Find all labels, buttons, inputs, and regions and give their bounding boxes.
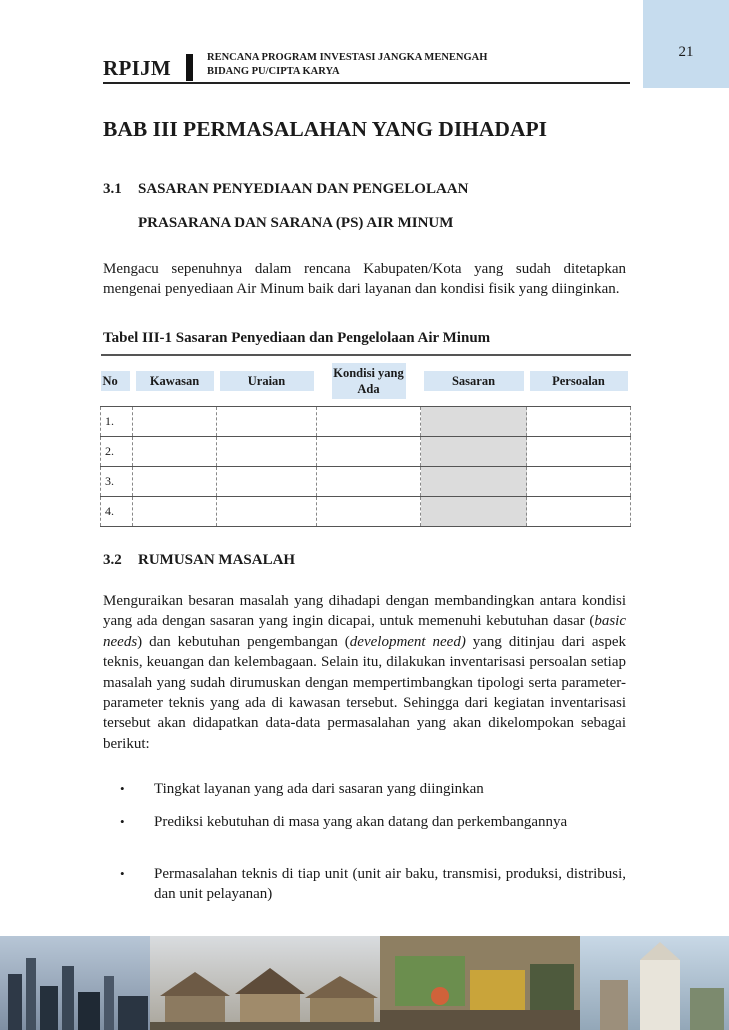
targets-table [100, 354, 631, 527]
bullet-icon: • [120, 866, 125, 881]
table-row [101, 407, 631, 437]
col-header-persoalan: Persoalan [527, 355, 631, 407]
cell-sasaran [421, 437, 527, 467]
page-number-tab [643, 0, 729, 88]
cell-kondisi [317, 497, 421, 527]
chapter-title: BAB III PERMASALAHAN YANG DIHADAPI [103, 117, 547, 141]
cell-kawasan [133, 467, 217, 497]
cell-kawasan [133, 437, 217, 467]
table-caption: Tabel III-1 Sasaran Penyediaan dan Pengelolaan Air Minum [103, 330, 491, 346]
row-number: 2. [101, 437, 133, 467]
row-number: 4. [101, 497, 133, 527]
col-header-kawasan: Kawasan [133, 355, 217, 407]
cell-sasaran [421, 467, 527, 497]
term-development-need: development need) [349, 633, 466, 650]
cell-kondisi [317, 407, 421, 437]
cell-persoalan [527, 497, 631, 527]
row-number: 3. [101, 467, 133, 497]
term-basic-needs: basic needs [103, 613, 626, 650]
row-number: 1. [101, 407, 133, 437]
header-program-title: RENCANA PROGRAM INVESTASI JANGKA MENENGAH [207, 52, 488, 63]
cell-persoalan [527, 407, 631, 437]
cell-uraian [217, 497, 317, 527]
cell-kondisi [317, 467, 421, 497]
header-rule [103, 82, 630, 84]
cell-sasaran [421, 407, 527, 437]
footer-photo-collage [0, 936, 729, 1030]
section-3-2-number: 3.2 [103, 552, 122, 568]
cell-persoalan [527, 467, 631, 497]
cell-uraian [217, 407, 317, 437]
table-row [101, 497, 631, 527]
section-3-1-number: 3.1 [103, 181, 122, 197]
cell-sasaran [421, 497, 527, 527]
targets-table-container [100, 354, 630, 527]
section-3-2-paragraph: Menguraikan besaran masalah yang dihadapi dengan membandingkan antara kondisi yang ada dengan sasaran yang ingin dicapai, untuk memenuhi kebutuhan dasar (basic needs) dan kebutuhan pengembangan (development need) yang ditinjau dari aspek teknis, keuangan dan kelembagaan. Selain itu, dilakukan inventarisasi persoalan setiap masalah yang sudah dirumuskan dengan mempertimbangkan tipologi serta parameter-parameter teknis yang ada di kawasan tersebut. Sehingga dari kegiatan inventarisasi tersebut akan didapatkan data-data permasalahan yang akan dikelompokan sebagai berikut: [103, 593, 627, 752]
header-divider-bar [186, 54, 193, 81]
cell-kondisi [317, 437, 421, 467]
section-3-1-paragraph: Mengacu sepenuhnya dalam rencana Kabupaten/Kota yang sudah ditetapkan mengenai penyediaan Air Minum baik dari layanan dan kondisi fisik yang diinginkan. [103, 261, 626, 298]
table-header-row [101, 355, 631, 407]
cell-kawasan [133, 407, 217, 437]
cell-kawasan [133, 497, 217, 527]
page-number: 21 [678, 44, 694, 60]
header-program-field: BIDANG PU/CIPTA KARYA [207, 66, 340, 77]
col-header-uraian: Uraian [217, 355, 317, 407]
table-row [101, 467, 631, 497]
cell-persoalan [527, 437, 631, 467]
table-row [101, 437, 631, 467]
col-header-no: No [101, 355, 133, 407]
bullet-icon: • [120, 781, 125, 796]
cell-uraian [217, 467, 317, 497]
section-3-1-title-line2: PRASARANA DAN SARANA (PS) AIR MINUM [138, 215, 454, 231]
header-brand: RPIJM [103, 56, 171, 80]
bullet-icon: • [120, 814, 125, 829]
col-header-sasaran: Sasaran [421, 355, 527, 407]
section-3-2-title: RUMUSAN MASALAH [138, 552, 296, 568]
section-3-1-title-line1: SASARAN PENYEDIAAN DAN PENGELOLAAN [138, 181, 469, 197]
cell-uraian [217, 437, 317, 467]
col-header-kondisi: Kondisi yang Ada [317, 355, 421, 407]
footer-photo-strip [0, 936, 729, 1030]
